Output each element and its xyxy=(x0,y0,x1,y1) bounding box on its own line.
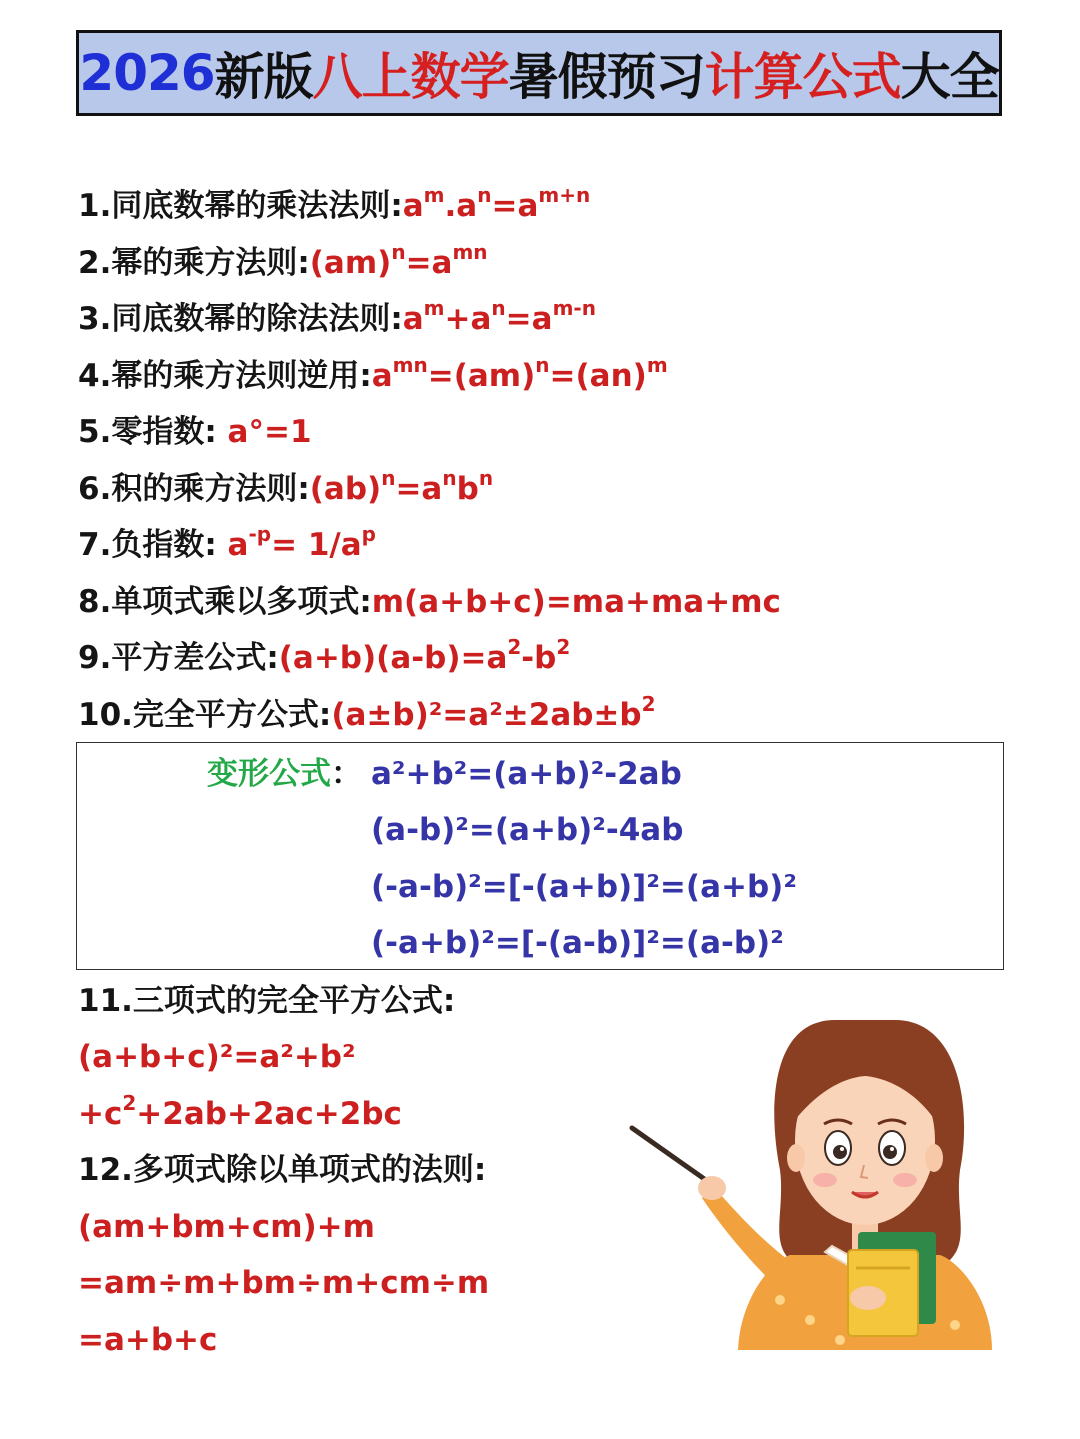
variant-line-1: a²+b²=(a+b)²-2ab xyxy=(371,756,682,792)
title-suffix: 大全 xyxy=(900,48,999,106)
formula-7 xyxy=(78,522,376,565)
formula-10-expr: $(a\pm b)^2=a^2\pm 2ab\pm b^2$ xyxy=(331,692,656,733)
title-topic: 计算公式 xyxy=(704,48,901,106)
formula-4 xyxy=(78,353,668,396)
variant-line-2: (a-b)²=(a+b)²-4ab xyxy=(371,812,684,848)
right-hand xyxy=(850,1286,886,1310)
formula-7-label: 7.负指数: xyxy=(78,527,228,563)
left-hand xyxy=(698,1176,726,1200)
variant-line-4: (-a+b)²=[-(a-b)]²=(a-b)² xyxy=(371,925,784,961)
formula-6 xyxy=(78,466,494,509)
title-year: 2026 xyxy=(79,44,215,102)
variant-line-3: (-a-b)²=[-(a+b)]²=(a+b)² xyxy=(371,869,797,905)
variant-formulas-box xyxy=(76,742,1004,970)
formula-11-line-1: (a+b+c)²=a²+b² xyxy=(78,1039,356,1075)
teacher-illustration xyxy=(620,1000,1020,1350)
formula-2-label: 2.幂的乘方法则: xyxy=(78,245,310,281)
formula-9-label: 9.平方差公式: xyxy=(78,640,279,676)
formula-12-line-3: =a+b+c xyxy=(78,1322,218,1358)
variant-label xyxy=(207,754,362,794)
formula-11-label: 11.三项式的完全平方公式: xyxy=(78,983,456,1019)
formula-6-expr: $(ab)^n=a^nb^n$ xyxy=(309,466,494,507)
variant-colon: ： xyxy=(331,756,362,792)
formula-4-expr: $a^{mn}=(am)^n=(an)^m$ xyxy=(371,353,668,394)
formula-3-label: 3.同底数幂的除法法则: xyxy=(78,301,403,337)
title-banner xyxy=(76,30,1002,116)
formula-6-label: 6.积的乘方法则: xyxy=(78,471,310,507)
formula-11-line-2: $+c^2+2ab+2ac+2bc$ xyxy=(78,1091,402,1132)
formula-10-label: 10.完全平方公式: xyxy=(78,697,332,733)
formula-1-label: 1.同底数幂的乘法法则: xyxy=(78,188,403,224)
formula-1 xyxy=(78,183,591,226)
formula-8-expr: m(a+b+c)=ma+ma+mc xyxy=(371,584,781,620)
formula-10 xyxy=(78,692,656,735)
formula-5-label: 5.零指数: xyxy=(78,414,228,450)
formula-12-line-2: =am÷m+bm÷m+cm÷m xyxy=(78,1265,490,1301)
variant-label-text: 变形公式 xyxy=(207,756,331,792)
formula-5 xyxy=(78,412,312,452)
formula-8-label: 8.单项式乘以多项式: xyxy=(78,584,372,620)
formula-4-label: 4.幂的乘方法则逆用: xyxy=(78,358,372,394)
title-edition: 新版 xyxy=(214,48,313,106)
formula-8 xyxy=(78,582,781,622)
formula-2 xyxy=(78,240,488,283)
title-purpose: 暑假预习 xyxy=(508,48,705,106)
formula-1-expr: $a^m.a^n=a^{m+n}$ xyxy=(402,183,591,224)
formula-2-expr: $(am)^n=a^{mn}$ xyxy=(309,240,488,281)
formula-9-expr: $(a+b)(a-b)=a^2-b^2$ xyxy=(278,635,571,676)
formula-3 xyxy=(78,296,596,339)
formula-9 xyxy=(78,635,571,678)
formula-12-label: 12.多项式除以单项式的法则: xyxy=(78,1152,487,1188)
formula-5-expr: a°=1 xyxy=(227,414,312,450)
formula-12-line-1: (am+bm+cm)+m xyxy=(78,1209,375,1245)
formula-7-expr: $a^{-p}= 1/a^p$ xyxy=(227,522,376,563)
formula-3-expr: $a^m+a^n=a^{m-n}$ xyxy=(402,296,596,337)
title-subject: 八上数学 xyxy=(312,48,509,106)
